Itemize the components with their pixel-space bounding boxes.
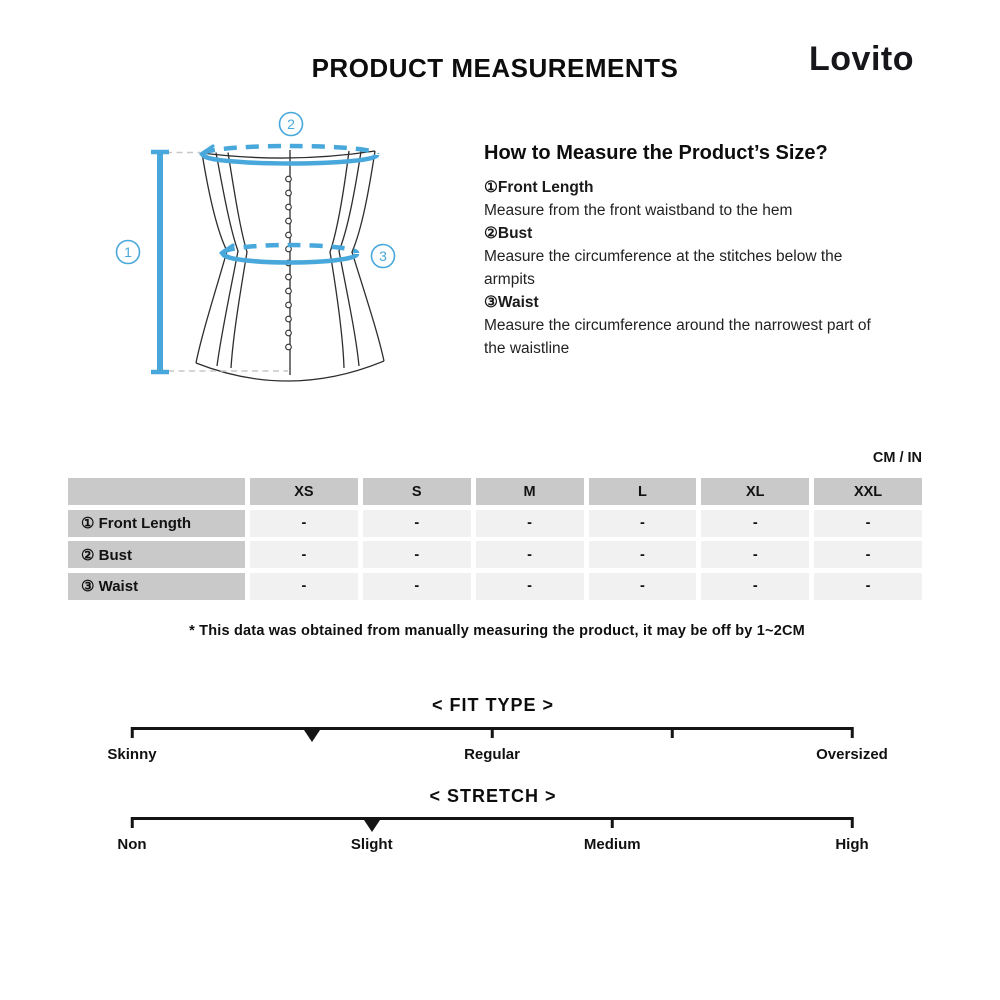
scale-label: Medium: [583, 836, 641, 853]
size-row-label: ③ Waist: [68, 573, 245, 600]
scale-label: Slight: [350, 836, 393, 853]
callout-2: 2: [287, 116, 295, 132]
size-cell: -: [476, 541, 584, 568]
scale-tick: [131, 727, 134, 738]
size-table-corner: [68, 478, 245, 505]
fit-type-title: < FIT TYPE >: [431, 695, 555, 715]
size-cell: -: [701, 510, 809, 537]
how-to-heading: How to Measure the Product’s Size?: [484, 142, 828, 164]
page-title: PRODUCT MEASUREMENTS: [311, 53, 679, 83]
size-cell: -: [250, 573, 358, 600]
brand-logo: Lovito: [809, 40, 914, 78]
callout-1: 1: [124, 244, 132, 260]
stretch-scale: [117, 817, 869, 863]
garment-measurement-diagram: [90, 105, 460, 395]
size-cell: -: [363, 541, 471, 568]
scale-tick: [851, 817, 854, 828]
scale-tick: [611, 817, 614, 828]
scale-label: Oversized: [816, 746, 888, 763]
measurement-footnote: * This data was obtained from manually measuring the product, it may be off by 1~2CM: [189, 623, 805, 639]
size-cell: -: [250, 510, 358, 537]
size-cell: -: [814, 541, 922, 568]
size-col-header: XL: [701, 478, 809, 505]
size-col-header: M: [476, 478, 584, 505]
measure-item-desc: Measure from the front waistband to the hem: [484, 202, 793, 219]
scale-label: High: [835, 836, 869, 853]
fit-type-scale: [107, 727, 888, 773]
units-label: CM / IN: [872, 450, 922, 466]
how-to-section: [484, 142, 890, 360]
size-table: [68, 478, 922, 600]
scale-tick: [851, 727, 854, 738]
size-cell: -: [476, 573, 584, 600]
size-col-header: XXL: [814, 478, 922, 505]
measure-item-label: ①Front Length: [484, 179, 594, 196]
scale-label: Non: [117, 836, 147, 853]
scale-label: Skinny: [107, 746, 157, 763]
size-cell: -: [476, 510, 584, 537]
callout-numbers: [124, 116, 387, 264]
size-row-label: ② Bust: [68, 541, 245, 568]
size-cell: -: [589, 510, 697, 537]
scale-label: Regular: [464, 746, 520, 763]
size-cell: -: [363, 573, 471, 600]
scale-marker-icon: [304, 730, 320, 742]
stretch-title: < STRETCH >: [429, 786, 557, 806]
size-cell: -: [250, 541, 358, 568]
measure-item-desc: Measure the circumference at the stitches below the armpits: [484, 248, 843, 288]
measure-item-desc: Measure the circumference around the narrowest part of the waistline: [484, 317, 871, 357]
size-cell: -: [701, 541, 809, 568]
measure-item-label: ③Waist: [484, 294, 539, 311]
callout-3: 3: [379, 248, 387, 264]
how-to-item-waist: [484, 291, 890, 360]
scale-tick: [131, 817, 134, 828]
size-cell: -: [589, 541, 697, 568]
scale-marker-icon: [364, 820, 380, 832]
scale-tick: [491, 727, 494, 738]
size-col-header: S: [363, 478, 471, 505]
size-col-header: XS: [250, 478, 358, 505]
size-cell: -: [701, 573, 809, 600]
size-col-header: L: [589, 478, 697, 505]
size-cell: -: [589, 573, 697, 600]
size-cell: -: [363, 510, 471, 537]
scale-line: [131, 817, 853, 820]
how-to-item-front-length: [484, 176, 890, 222]
size-cell: -: [814, 573, 922, 600]
measure-item-label: ②Bust: [484, 225, 533, 242]
scale-tick: [671, 727, 674, 738]
size-cell: -: [814, 510, 922, 537]
size-row-label: ① Front Length: [68, 510, 245, 537]
how-to-item-bust: [484, 222, 890, 291]
measurement-guides: [151, 146, 377, 372]
